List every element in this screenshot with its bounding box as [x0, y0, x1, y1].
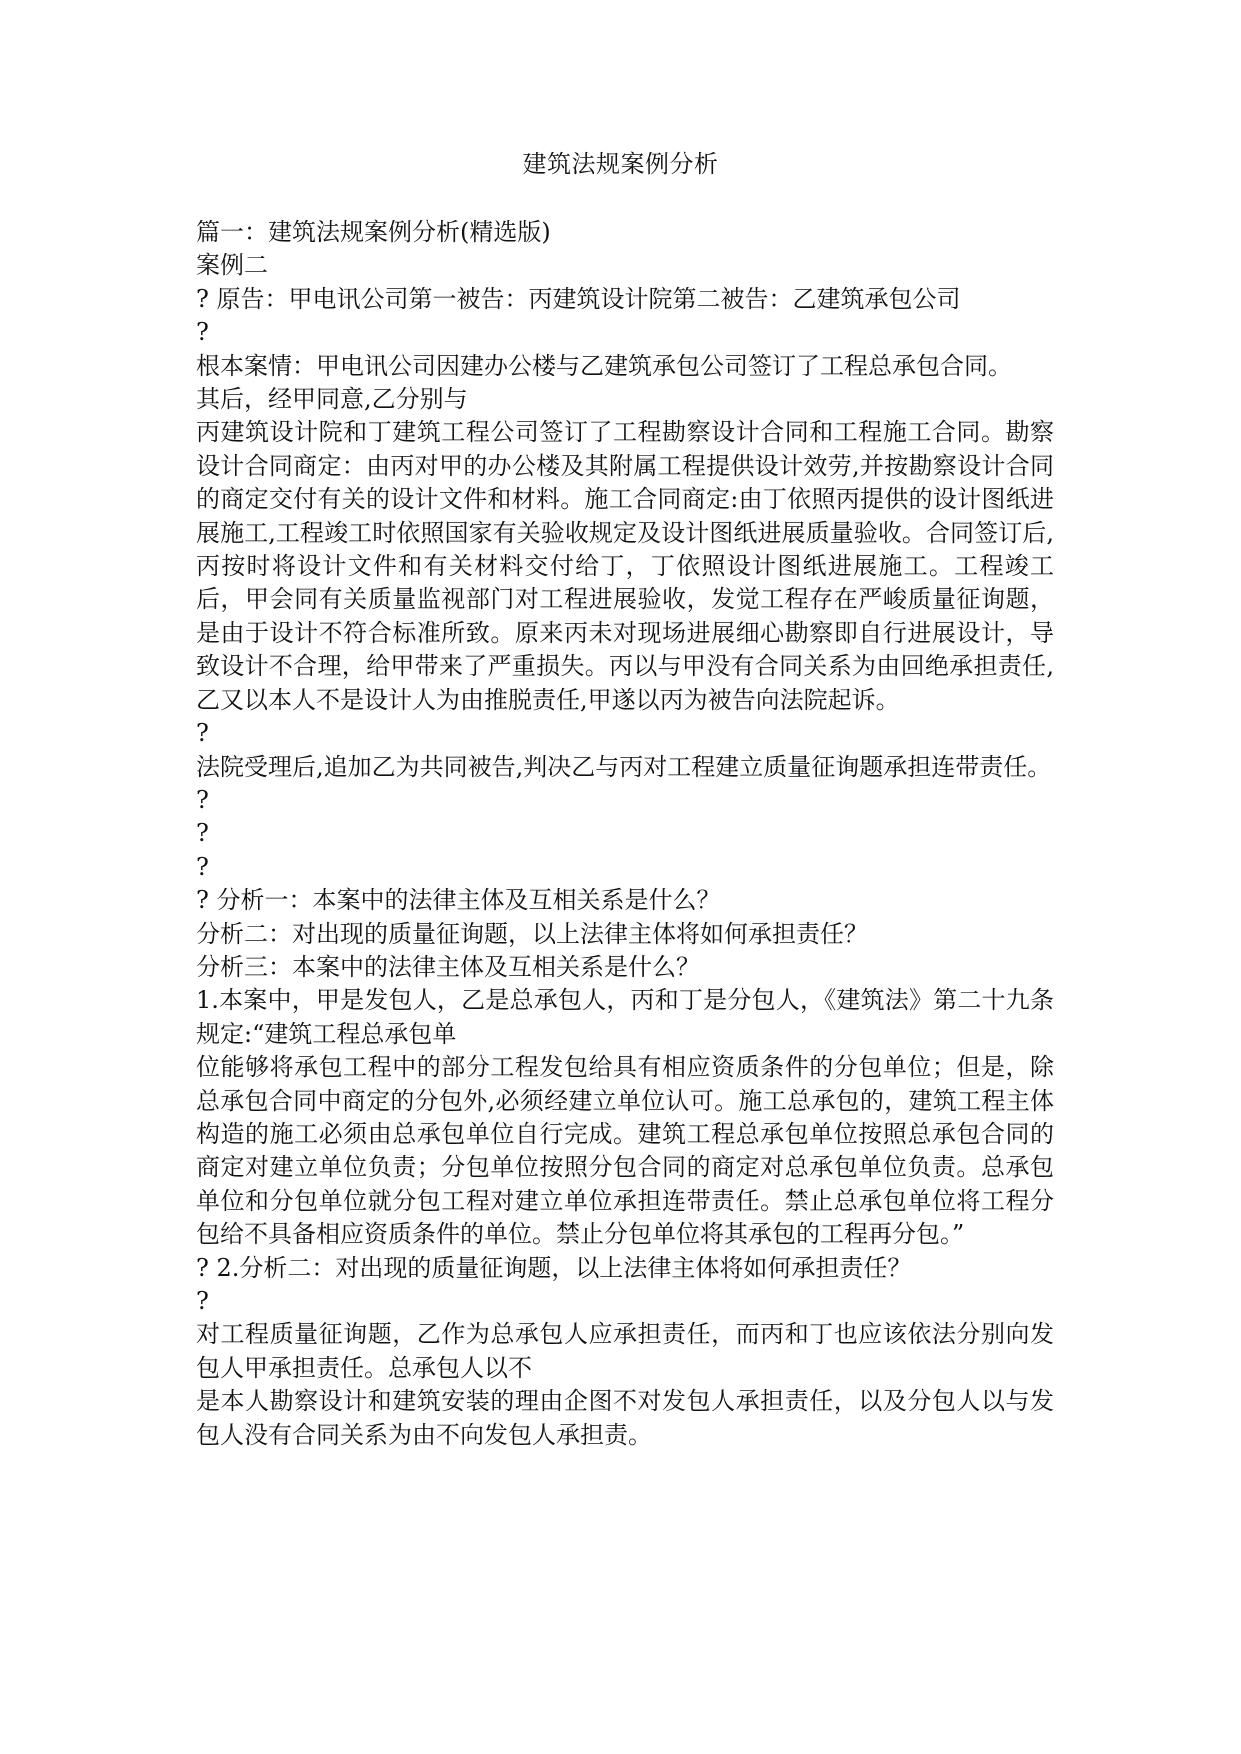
- question-mark-line: ?: [196, 852, 209, 881]
- question-mark-line: ?: [196, 1287, 209, 1315]
- case-heading: 案例二: [196, 251, 268, 280]
- document-body: [196, 216, 1054, 1452]
- question-mark-line: ?: [196, 785, 209, 814]
- liability-conclusion-paragraph: 是本人勘察设计和建筑安装的理由企图不对发包人承担责任，以及分包人以与发包人没有合同关系为由不向发包人承担责。: [196, 1387, 1054, 1449]
- question-mark-line: ?: [196, 819, 209, 848]
- question-mark-line: ?: [196, 719, 209, 748]
- court-ruling-paragraph: 法院受理后,追加乙为共同被告,判决乙与丙对工程建立质量征询题承担连带责任。: [196, 752, 1052, 781]
- section-heading: 篇一：建筑法规案例分析(精选版): [196, 218, 551, 246]
- case-facts-paragraph: 丙建筑设计院和丁建筑工程公司签订了工程勘察设计合同和工程施工合同。勘察设计合同商定：由丙对甲的办公楼及其附属工程提供设计效劳,并按勘察设计合同的商定交付有关的设计文件和材料。施工合同商定:由丁依照丙提供的设计图纸进展施工,工程竣工时依照国家有关验收规定及设计图纸进展质量验收。合同签订后,丙按时将设计文件和有关材料交付给丁，丁依照设计图纸进展施工。工程竣工后，甲会同有关质量监视部门对工程进展验收，发觉工程存在严峻质量征询题，是由于设计不符合标准所致。原来丙未对现场进展细心勘察即自行进展设计，导致设计不合理，给甲带来了严重损失。丙以与甲没有合同关系为由回绝承担责任,乙又以本人不是设计人为由推脱责任,甲遂以丙为被告向法院起诉。: [196, 418, 1054, 714]
- case-facts-line: 根本案情：甲电讯公司因建办公楼与乙建筑承包公司签订了工程总承包合同。: [196, 351, 1012, 380]
- parties-line: ? 原告：甲电讯公司第一被告：丙建筑设计院第二被告：乙建筑承包公司: [196, 284, 961, 313]
- question-mark-line: ?: [196, 318, 209, 347]
- liability-paragraph: 对工程质量征询题，乙作为总承包人应承担责任，而丙和丁也应该依法分别向发包人甲承担责任。总承包人以不: [196, 1320, 1054, 1382]
- construction-law-quote-paragraph: 位能够将承包工程中的部分工程发包给具有相应资质条件的分包单位；但是，除总承包合同中商定的分包外,必须经建立单位认可。施工总承包的，建筑工程主体构造的施工必须由总承包单位自行完成。建筑工程总承包单位按照总承包合同的商定对建立单位负责；分包单位按照分包合同的商定对总承包单位负责。总承包单位和分包单位就分包工程对建立单位承担连带责任。禁止总承包单位将工程分包给不具备相应资质条件的单位。禁止分包单位将其承包的工程再分包。”: [196, 1053, 1054, 1249]
- analysis-one-line: ? 分析一：本案中的法律主体及互相关系是什么？: [196, 886, 721, 915]
- document-title: 建筑法规案例分析: [522, 150, 719, 178]
- case-facts-continued-line: 其后，经甲同意,乙分别与: [196, 385, 468, 414]
- analysis-answer-one-paragraph: 1.本案中，甲是发包人，乙是总承包人，丙和丁是分包人，《建筑法》第二十九条规定:“建筑工程总承包单: [196, 986, 1054, 1048]
- analysis-answer-two-heading: ? 2.分析二：对出现的质量征询题，以上法律主体将如何承担责任？: [196, 1253, 912, 1282]
- analysis-two-line: 分析二：对出现的质量征询题，以上法律主体将如何承担责任？: [196, 919, 868, 948]
- analysis-three-line: 分析三：本案中的法律主体及互相关系是什么？: [196, 952, 700, 981]
